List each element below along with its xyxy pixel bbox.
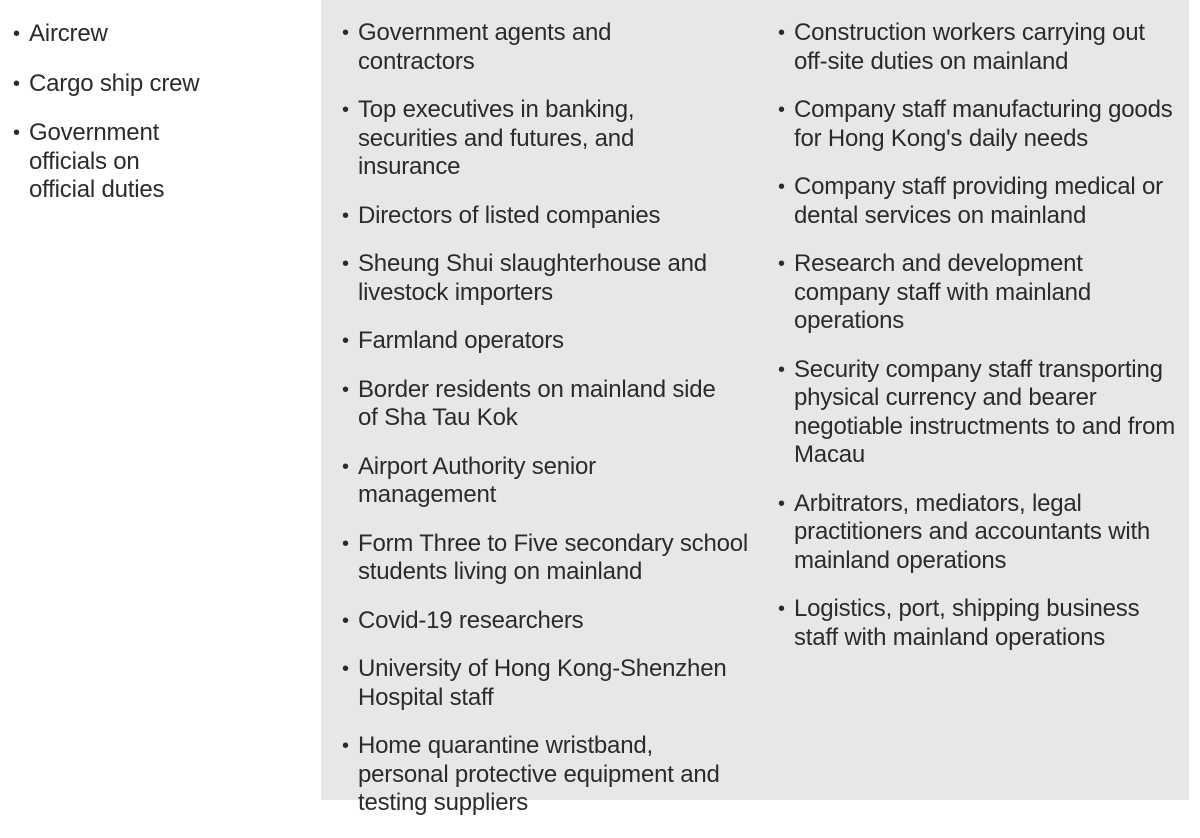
list-item-label: Construction workers carrying out off-site duties on mainland <box>794 19 1145 75</box>
middle-list <box>342 19 762 838</box>
list-item <box>778 19 1179 76</box>
list-item <box>342 202 762 231</box>
bullet-icon: • <box>13 72 20 95</box>
bullet-icon: • <box>778 253 785 275</box>
list-item-label: Company staff manufacturing goods for Hong Kong's daily needs <box>794 96 1173 152</box>
list-item-label: Government agents and contractors <box>358 19 612 75</box>
bullet-icon: • <box>778 598 785 620</box>
list-item <box>778 490 1174 576</box>
list-item <box>342 327 762 356</box>
bullet-icon: • <box>342 99 349 121</box>
bullet-icon: • <box>342 658 349 680</box>
right-list <box>778 19 1188 672</box>
list-item <box>342 250 718 307</box>
bullet-icon: • <box>778 358 785 381</box>
list-item-label: Covid-19 researchers <box>358 606 584 634</box>
list-item <box>778 96 1179 153</box>
list-item <box>342 655 733 712</box>
list-item-label: Form Three to Five secondary school students living on mainland <box>358 529 749 585</box>
bullet-icon: • <box>342 609 349 632</box>
list-item-label: Security company staff transporting physical currency and bearer negotiable instructments to and from Macau <box>794 355 1176 468</box>
bullet-icon: • <box>778 22 785 44</box>
bullet-icon: • <box>13 122 20 144</box>
list-item <box>342 453 658 510</box>
list-item-label: Company staff providing medical or dental services on mainland <box>794 173 1163 229</box>
bullet-icon: • <box>778 492 785 515</box>
bullet-icon: • <box>342 330 349 352</box>
left-list <box>13 20 303 226</box>
bullet-icon: • <box>342 532 349 555</box>
list-item <box>778 250 1164 336</box>
list-item <box>778 356 1179 470</box>
list-item-label: Research and development company staff with mainland operations <box>794 250 1091 334</box>
bullet-icon: • <box>13 23 20 45</box>
bullet-icon: • <box>342 204 349 227</box>
list-item <box>342 376 728 433</box>
list-item-label: Border residents on mainland side of Sha Tau Kok <box>358 375 716 431</box>
list-item-label: University of Hong Kong-Shenzhen Hospital staff <box>358 655 727 711</box>
bullet-icon: • <box>342 455 349 478</box>
bullet-icon: • <box>342 22 349 44</box>
list-item-label: Directors of listed companies <box>358 201 661 229</box>
bullet-icon: • <box>342 735 349 757</box>
bullet-icon: • <box>778 176 785 198</box>
bullet-icon: • <box>778 99 785 121</box>
list-item <box>342 607 762 636</box>
list-item <box>13 70 303 99</box>
list-item-label: Airport Authority senior management <box>358 452 596 508</box>
list-item <box>13 20 303 49</box>
list-item-label: Aircrew <box>29 20 108 47</box>
list-item <box>342 732 743 818</box>
bullet-icon: • <box>342 378 349 401</box>
list-item-label: Cargo ship crew <box>29 69 200 97</box>
list-item <box>778 595 1159 652</box>
list-item-label: Arbitrators, mediators, legal practitioners and accountants with mainland operations <box>794 489 1151 574</box>
bullet-icon: • <box>342 253 349 275</box>
list-item-label: Farmland operators <box>358 327 564 354</box>
list-item <box>342 19 658 76</box>
list-item <box>13 119 204 205</box>
list-item <box>342 530 778 587</box>
list-item <box>342 96 698 182</box>
list-item <box>778 173 1164 230</box>
list-item-label: Sheung Shui slaughterhouse and livestock importers <box>358 250 707 306</box>
list-item-label: Top executives in banking, securities and futures, and insurance <box>358 96 635 180</box>
list-item-label: Home quarantine wristband, personal protective equipment and testing suppliers <box>358 732 720 816</box>
list-item-label: Logistics, port, shipping business staff with mainland operations <box>794 595 1140 651</box>
list-item-label: Government officials on official duties <box>29 119 165 203</box>
